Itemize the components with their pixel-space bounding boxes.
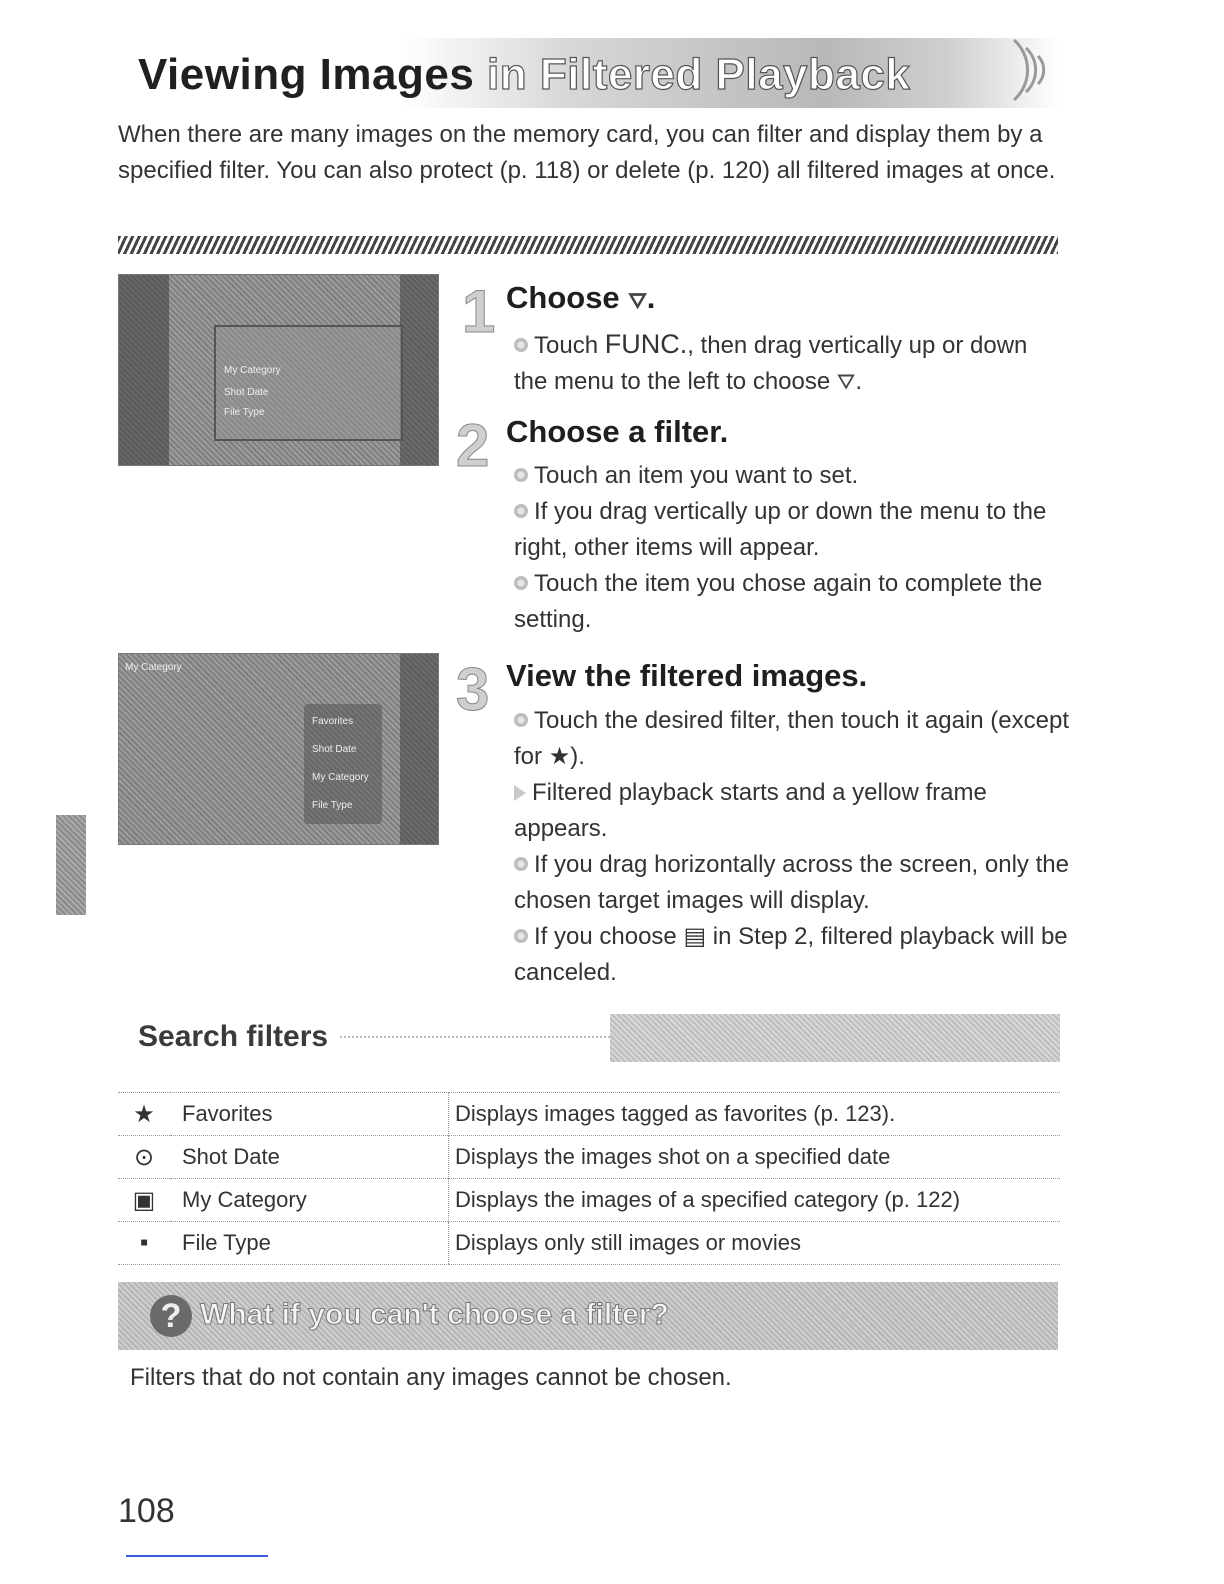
bullet-text: If you drag horizontally across the screen, only the chosen target images will display. <box>514 851 1069 914</box>
screen-menu-item: My Category <box>312 772 369 783</box>
swirl-decoration <box>994 30 1064 110</box>
faq-answer: Filters that do not contain any images cannot be chosen. <box>130 1364 732 1391</box>
question-icon: ? <box>150 1295 192 1337</box>
hatch-divider <box>118 236 1058 254</box>
func-label: FUNC. <box>604 329 688 359</box>
bullet-text: in Step 2, filtered playback will be canceled. <box>514 923 1068 986</box>
my-category-icon: ▣ <box>118 1179 170 1222</box>
search-filters-band <box>610 1014 1060 1062</box>
screen-panel <box>214 325 403 441</box>
table-row <box>118 1136 1060 1179</box>
dotted-rule <box>340 1036 610 1038</box>
bullet-text: If you drag vertically up or down the menu to the right, other items will appear. <box>514 498 1047 561</box>
bullet-text: ). <box>570 743 585 770</box>
side-tab-marker <box>56 815 86 915</box>
step-heading: View the filtered images. <box>506 658 868 693</box>
shot-date-icon: ⊙ <box>118 1136 170 1179</box>
footer-rule <box>126 1555 268 1557</box>
table-row <box>118 1093 1060 1136</box>
screen-right-bar <box>400 275 438 465</box>
filter-description: Displays the images shot on a specified date <box>449 1136 1061 1179</box>
filter-description: Displays only still images or movies <box>449 1222 1061 1265</box>
page-number: 108 <box>118 1492 175 1530</box>
table-row <box>118 1222 1060 1265</box>
file-type-icon: ▪ <box>118 1222 170 1265</box>
bullet-dot <box>514 468 528 482</box>
camera-screen-filter-menu <box>118 274 439 466</box>
bullet-text: , then drag vertically up or down the menu to the left to choose <box>514 332 1028 395</box>
filter-description: Displays images tagged as favorites (p. 123). <box>449 1093 1061 1136</box>
screen-menu <box>304 704 382 824</box>
title-part2: in Filtered Playback <box>474 50 911 99</box>
camera-screen-filtered-playback <box>118 653 439 845</box>
search-filters-heading: Search filters <box>138 1020 329 1053</box>
search-filters-table <box>118 1092 1060 1265</box>
step-heading-text: Choose <box>506 280 620 315</box>
screen-item: Shot Date <box>224 387 269 398</box>
table-row <box>118 1179 1060 1222</box>
bullet-text: Filtered playback starts and a yellow frame appears. <box>514 779 987 842</box>
screen-right-bar <box>400 654 438 844</box>
bullet-text: If you choose <box>534 923 684 950</box>
step-heading: Choose ⛛. <box>506 280 656 315</box>
screen-sidebar <box>119 275 169 465</box>
result-triangle-icon <box>514 785 526 801</box>
bullet-dot <box>514 929 528 943</box>
bullet-text: Touch <box>534 332 605 359</box>
step-number: 1 <box>462 278 496 345</box>
bullet-text: Touch an item you want to set. <box>534 462 859 489</box>
bullet-text: Touch the item you chose again to complete the setting. <box>514 570 1043 633</box>
bullet-dot <box>514 713 528 727</box>
step-bullet <box>514 458 1054 638</box>
title-part1: Viewing Images <box>138 50 475 99</box>
step-number: 3 <box>456 656 490 723</box>
filter-name: Shot Date <box>170 1136 449 1179</box>
faq-question: What if you can't choose a filter? <box>200 1298 669 1331</box>
screen-menu-item: Favorites <box>312 716 354 727</box>
star-icon: ★ <box>548 743 571 770</box>
screen-menu-item: File Type <box>312 800 353 811</box>
screen-menu-item: Shot Date <box>312 744 357 755</box>
intro-text: When there are many images on the memory card, you can filter and display them by a specified filter. You can also protect (p. 118) or delete (p. 120) all filtered images at once. <box>118 121 1056 184</box>
filter-name: Favorites <box>170 1093 449 1136</box>
filter-icon: ⛛ <box>628 288 647 313</box>
filter-name: My Category <box>170 1179 449 1222</box>
star-icon: ★ <box>118 1093 170 1136</box>
screen-label: My Category <box>125 662 182 673</box>
screen-item: My Category <box>224 365 281 376</box>
step-number: 2 <box>456 412 490 479</box>
bullet-text: Touch the desired filter, then touch it again (except for <box>514 707 1069 770</box>
bullet-dot <box>514 338 528 352</box>
filter-description: Displays the images of a specified category (p. 122) <box>449 1179 1061 1222</box>
filter-name: File Type <box>170 1222 449 1265</box>
step-bullet <box>514 703 1074 991</box>
playback-icon: ▤ <box>683 923 707 950</box>
step-bullet: Touch FUNC., then drag vertically up or down the menu to the left to choose ⛛. <box>514 329 1028 395</box>
filter-icon: ⛛ <box>836 369 856 394</box>
bullet-dot <box>514 576 528 590</box>
screen-item: File Type <box>224 407 265 418</box>
step-heading: Choose a filter. <box>506 414 729 449</box>
bullet-dot <box>514 504 528 518</box>
bullet-dot <box>514 857 528 871</box>
page-title <box>138 50 910 100</box>
